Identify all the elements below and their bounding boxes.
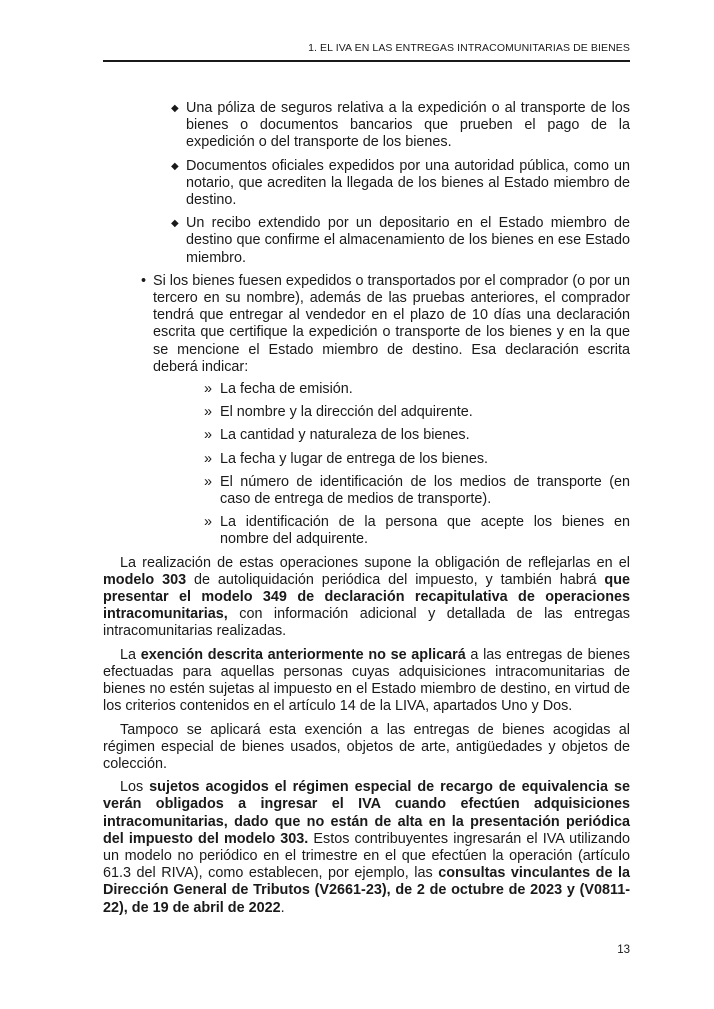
list-item: ◆ Una póliza de seguros relativa a la expedición o al transporte de los bienes o documentos bancarios que prueben el pago de la expedición o del transporte de los bienes. bbox=[171, 100, 630, 151]
list-item: » La fecha y lugar de entrega de los bienes. bbox=[204, 450, 489, 467]
chevron-icon: » bbox=[204, 381, 213, 398]
chevron-icon: » bbox=[204, 404, 213, 421]
bullet-icon: • bbox=[141, 272, 147, 289]
diamond-bullet-icon: ◆ bbox=[171, 160, 179, 172]
diamond-bullet-icon: ◆ bbox=[171, 218, 179, 230]
paragraph-regimen-especial: Tampoco se aplicará esta exención a las entregas de bienes acogidas al régimen especial de bienes usados, objetos de arte, antigüedades y objetos de colección. bbox=[103, 721, 630, 772]
chevron-list bbox=[153, 381, 630, 549]
bullet-item bbox=[103, 273, 630, 549]
diamond-bullet-icon: ◆ bbox=[171, 103, 179, 114]
paragraph-modelo-303: La realización de estas operaciones supone la obligación de reflejarlas en el modelo 303 de autoliquidación periódica del impuesto, y también habrá que presentar el modelo 349 de declaración recapitulativa de operaciones intracomunitarias, con información adicional y detallada de las entregas intracomunitarias realizadas. bbox=[103, 554, 630, 640]
running-header: 1. EL IVA EN LAS ENTREGAS INTRACOMUNITARIAS DE BIENES bbox=[308, 42, 630, 54]
chevron-icon: » bbox=[204, 473, 213, 490]
list-item: » La fecha de emisión. bbox=[204, 381, 353, 398]
list-item: » La cantidad y naturaleza de los bienes. bbox=[204, 427, 470, 444]
list-item: » El nombre y la dirección del adquirente. bbox=[204, 404, 473, 421]
list-item: » La identificación de la persona que acepte los bienes en nombre del adquirente. bbox=[204, 514, 630, 548]
paragraph-exencion: La exención descrita anteriormente no se aplicará a las entregas de bienes efectuadas para aquellas personas cuyas adquisiciones intracomunitarias de bienes no estén sujetas al impuesto en el Estado miembro de destino, en virtud de los criterios contenidos en el artículo 14 de la LIVA, apartados Uno y Dos. bbox=[103, 646, 630, 715]
bullet-text: Si los bienes fuesen expedidos o transportados por el comprador (o por un tercero en su nombre), además de las pruebas anteriores, el comprador tendrá que entregar al vendedor en el plazo de 10 días una declaración escrita que certifique la expedición o transporte de los bienes y en la que se mencione el Estado miembro de destino. Esa declaración escrita deberá indicar: bbox=[153, 272, 630, 375]
page-number: 13 bbox=[617, 944, 630, 956]
paragraph-recargo-equivalencia: Los sujetos acogidos el régimen especial de recargo de equivalencia se verán obligados a ingresar el IVA cuando efectúen adquisiciones intracomunitarias, dado que no están de alta en la presentación periódica del impuesto del modelo 303. Estos contribuyentes ingresarán el IVA utilizando un modelo no periódico en el trimestre en el que efectúen la operación (artículo 61.3 del RIVA), como establecen, por ejemplo, las consultas vinculantes de la Dirección General de Tributos (V2661-23), de 2 de octubre de 2023 y (V0811-22), de 19 de abril de 2022. bbox=[103, 779, 630, 916]
list-item: ◆ Documentos oficiales expedidos por una autoridad pública, como un notario, que acrediten la llegada de los bienes al Estado miembro de destino. bbox=[171, 157, 630, 209]
page-body bbox=[103, 100, 630, 923]
header-rule bbox=[103, 60, 630, 62]
chevron-icon: » bbox=[204, 514, 213, 531]
chevron-icon: » bbox=[204, 427, 213, 444]
diamond-list bbox=[103, 100, 630, 267]
list-item: ◆ Un recibo extendido por un depositario en el Estado miembro de destino que confirme el almacenamiento de los bienes en ese Estado miembro. bbox=[171, 215, 630, 266]
list-item: » El número de identificación de los medios de transporte (en caso de entrega de medios de transporte). bbox=[204, 473, 630, 508]
chevron-icon: » bbox=[204, 450, 213, 467]
